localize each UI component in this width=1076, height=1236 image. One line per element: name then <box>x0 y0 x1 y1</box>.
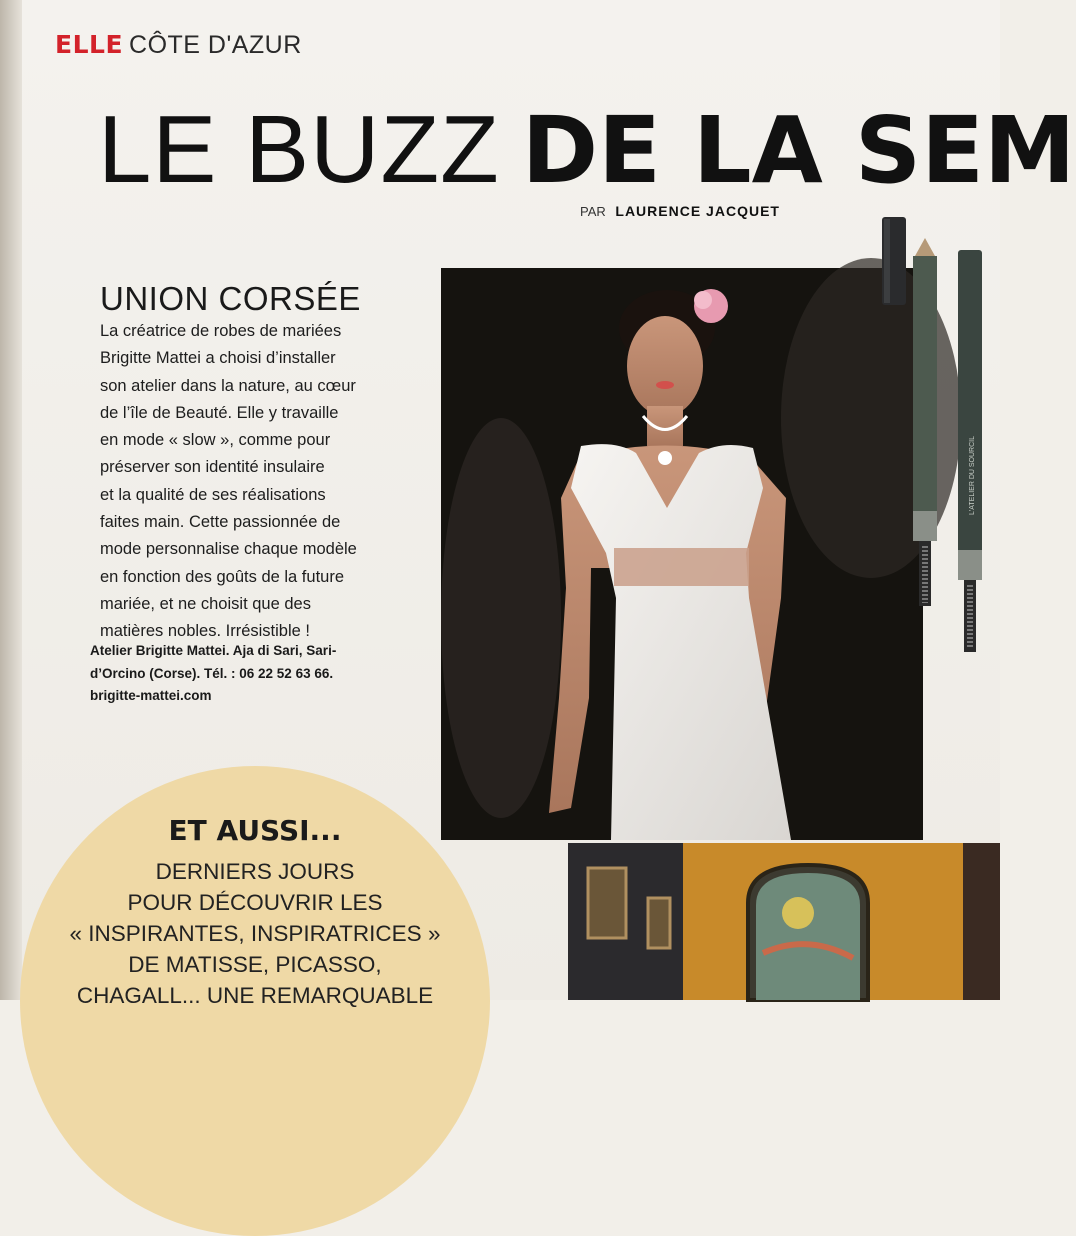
gallery-photo <box>568 843 1000 1000</box>
body-line: mode personnalise chaque modèle <box>100 540 357 559</box>
byline <box>580 203 780 219</box>
body-line: La créatrice de robes de mariées <box>100 322 342 340</box>
title-light: LE BUZZ <box>98 96 500 203</box>
byline-author: LAURENCE JACQUET <box>615 203 780 219</box>
body-line: Brigitte Mattei a choisi d’installer <box>100 349 336 368</box>
et-aussi-line: CHAGALL... UNE REMARQUABLE <box>76 983 434 1008</box>
body-line: matières nobles. Irrésistible ! <box>100 622 310 641</box>
article-body <box>100 318 430 646</box>
body-line: en mode « slow », comme pour <box>100 431 331 450</box>
et-aussi-circle <box>20 766 490 1236</box>
contact-line: d’Orcino (Corse). Tél. : 06 22 52 63 66. <box>90 665 334 681</box>
body-line: en fonction des goûts de la future <box>100 567 345 586</box>
page-edge-shadow <box>0 0 22 1000</box>
contact-line: brigitte-mattei.com <box>90 688 212 703</box>
contact-info <box>90 640 400 708</box>
body-line: mariée, et ne choisit que des <box>100 594 311 613</box>
masthead <box>55 30 302 60</box>
page-title <box>98 96 1076 204</box>
et-aussi-line: DE MATISSE, PICASSO, <box>128 952 382 977</box>
byline-prefix: PAR <box>580 204 606 219</box>
body-line: de l’île de Beauté. Elle y travaille <box>100 403 339 422</box>
pencil-image <box>905 238 955 613</box>
body-line: et la qualité de ses réalisations <box>100 485 326 504</box>
bride-illustration <box>441 268 923 840</box>
masthead-region: CÔTE D'AZUR <box>129 31 302 59</box>
body-line: son atelier dans la nature, au cœur <box>100 376 356 395</box>
et-aussi-heading: ET AUSSI... <box>168 814 342 847</box>
et-aussi-line: DERNIERS JOURS <box>155 859 355 884</box>
gallery-illustration <box>568 843 1000 1000</box>
et-aussi-line: POUR DÉCOUVRIR LES <box>127 890 383 915</box>
body-line: faites main. Cette passionnée de <box>100 513 341 532</box>
pencil-text: L'ATELIER DU SOURCIL <box>969 435 976 515</box>
body-line: préserver son identité insulaire <box>100 458 325 477</box>
et-aussi-text <box>20 856 490 1011</box>
bride-photo <box>441 268 923 840</box>
title-bold: DE LA SEM <box>521 97 1076 204</box>
brand-logo: ELLE <box>55 30 124 59</box>
et-aussi-line: « INSPIRANTES, INSPIRATRICES » <box>69 921 441 946</box>
pencil-image <box>950 250 990 660</box>
contact-line: Atelier Brigitte Mattei. Aja di Sari, Sari- <box>90 643 337 658</box>
article-headline: UNION CORSÉE <box>100 280 361 317</box>
